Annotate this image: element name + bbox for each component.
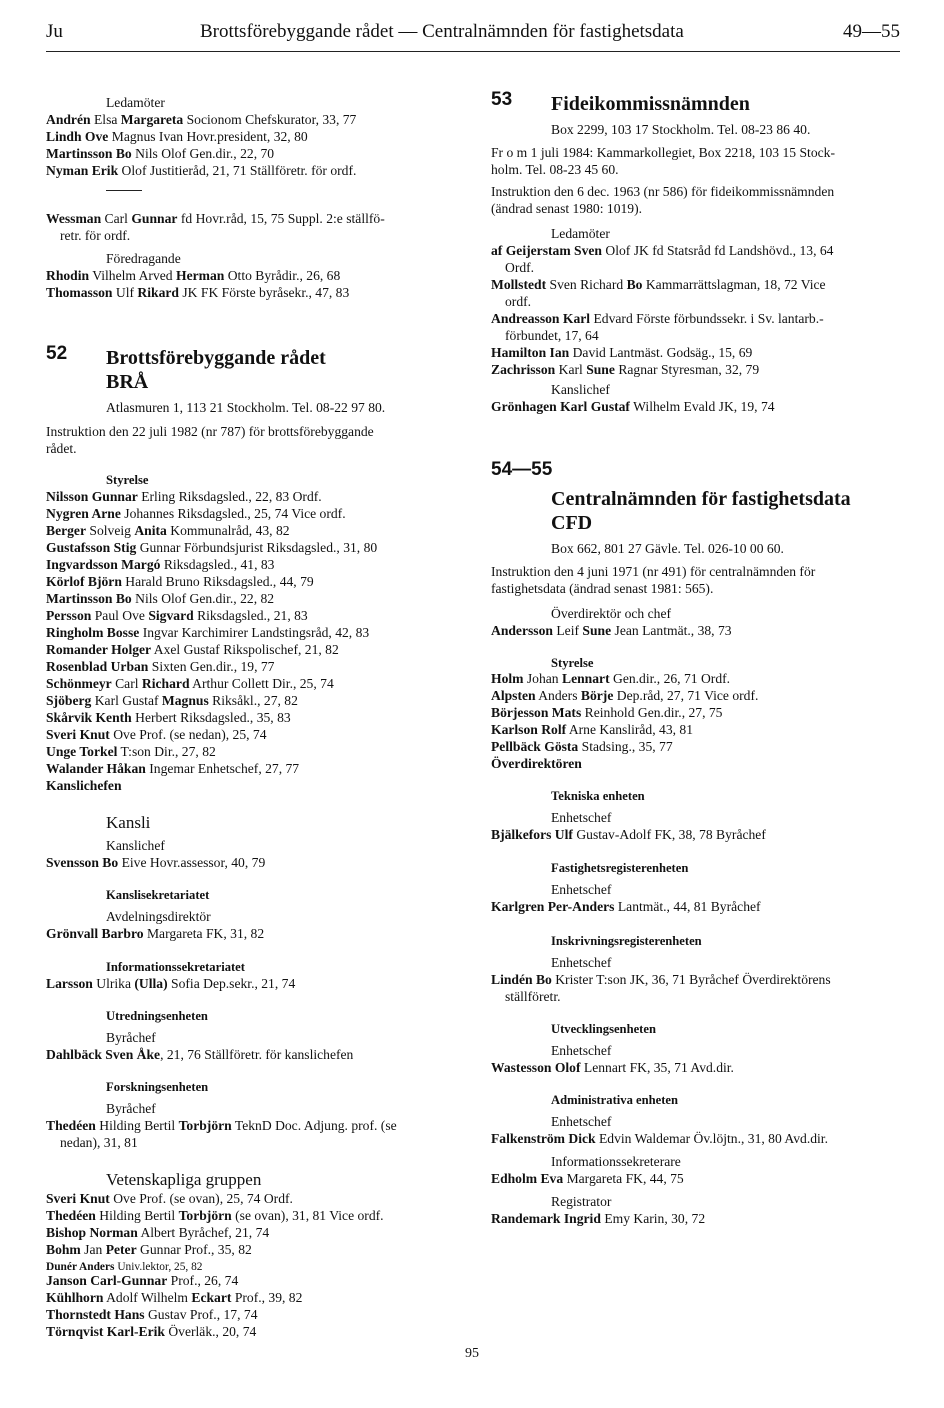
member-line-cont: ställföretr. xyxy=(505,989,561,1004)
member-line: Grönvall Barbro Margareta FK, 31, 82 xyxy=(46,926,265,941)
role-label: Kanslichef xyxy=(551,382,610,397)
address: Box 662, 801 27 Gävle. Tel. 026-10 00 60. xyxy=(551,541,784,556)
member-line: Rhodin Vilhelm Arved Herman Otto Byrådir., 26, 68 xyxy=(46,268,341,283)
member-line: Nilsson Gunnar Erling Riksdagsled., 22, 83 Ordf. xyxy=(46,489,322,504)
member-line: Lindh Ove Magnus Ivan Hovr.president, 32, 80 xyxy=(46,129,308,144)
instruction: Instruktion den 22 juli 1982 (nr 787) för brottsförebyggande xyxy=(46,424,374,439)
section-abbrev: BRÅ xyxy=(106,371,149,393)
member-line: Lindén Bo Krister T:son JK, 36, 71 Byråchef Överdirektörens xyxy=(491,972,831,987)
heading-ledamoter: Ledamöter xyxy=(551,226,610,241)
heading-styrelse: Styrelse xyxy=(106,473,149,487)
member-line: Kühlhorn Adolf Wilhelm Eckart Prof., 39, 82 xyxy=(46,1290,303,1305)
member-line: Nyman Erik Olof Justitieråd, 21, 71 Ställföretr. för ordf. xyxy=(46,163,357,178)
member-line: Ringholm Bosse Ingvar Karchimirer Landstingsråd, 42, 83 xyxy=(46,625,370,640)
member-line: Körlof Björn Harald Bruno Riksdagsled., 44, 79 xyxy=(46,574,314,589)
member-line-cont: ordf. xyxy=(505,294,532,309)
role-label: Enhetschef xyxy=(551,1043,612,1058)
heading-vetenskapliga: Vetenskapliga gruppen xyxy=(106,1170,262,1189)
member-line: Wastesson Olof Lennart FK, 35, 71 Avd.dir. xyxy=(491,1060,734,1075)
member-line: Thomasson Ulf Rikard JK FK Förste byråsekr., 47, 83 xyxy=(46,285,350,300)
member-line: Rosenblad Urban Sixten Gen.dir., 19, 77 xyxy=(46,659,275,674)
role-label: Överdirektör och chef xyxy=(551,606,672,621)
member-line: Wessman Carl Gunnar fd Hovr.råd, 15, 75 Suppl. 2:e ställfö- xyxy=(46,211,385,226)
address: Atlasmuren 1, 113 21 Stockholm. Tel. 08-22 97 80. xyxy=(106,400,386,415)
header-title: Brottsförebyggande rådet — Centralnämnden för fastighetsdata xyxy=(200,21,684,42)
member-line: Randemark Ingrid Emy Karin, 30, 72 xyxy=(491,1211,706,1226)
member-line: Edholm Eva Margareta FK, 44, 75 xyxy=(491,1171,684,1186)
member-line: Karlgren Per-Anders Lantmät., 44, 81 Byråchef xyxy=(491,899,761,914)
address: Box 2299, 103 17 Stockholm. Tel. 08-23 86 40. xyxy=(551,122,811,137)
member-line: Schönmeyr Carl Richard Arthur Collett Dir., 25, 74 xyxy=(46,676,334,691)
member-line: Sjöberg Karl Gustaf Magnus Riksåkl., 27, 82 xyxy=(46,693,298,708)
role-label: Enhetschef xyxy=(551,810,612,825)
role-label: Kanslichef xyxy=(106,838,165,853)
role-label: Enhetschef xyxy=(551,1114,612,1129)
page-header xyxy=(46,20,900,50)
role-label: Enhetschef xyxy=(551,955,612,970)
member-line: Unge Torkel T:son Dir., 27, 82 xyxy=(46,744,216,759)
heading-kansli: Kansli xyxy=(106,813,151,832)
role-label: Byråchef xyxy=(106,1101,156,1116)
member-line: Överdirektören xyxy=(491,756,582,771)
member-line: Sveri Knut Ove Prof. (se ovan), 25, 74 Ordf. xyxy=(46,1191,293,1206)
unit-heading: Informationssekretariatet xyxy=(106,960,245,974)
unit-heading: Utredningsenheten xyxy=(106,1009,208,1023)
instruction: Instruktion den 6 dec. 1963 (nr 586) för fideikommissnämnden xyxy=(491,184,835,199)
member-line: Falkenström Dick Edvin Waldemar Öv.löjtn., 31, 80 Avd.dir. xyxy=(491,1131,828,1146)
member-line: Thedéen Hilding Bertil Torbjörn TeknD Doc. Adjung. prof. (se xyxy=(46,1118,397,1133)
instruction: rådet. xyxy=(46,441,77,456)
member-line: Romander Holger Axel Gustaf Rikspolischef, 21, 82 xyxy=(46,642,339,657)
member-line: Nygren Arne Johannes Riksdagsled., 25, 74 Vice ordf. xyxy=(46,506,346,521)
unit-heading: Utvecklingsenheten xyxy=(551,1022,656,1036)
member-line: Zachrisson Karl Sune Ragnar Styresman, 32, 79 xyxy=(491,362,760,377)
member-line: Bishop Norman Albert Byråchef, 21, 74 xyxy=(46,1225,270,1240)
member-line: Thornstedt Hans Gustav Prof., 17, 74 xyxy=(46,1307,258,1322)
section-number: 52 xyxy=(46,343,68,364)
member-line: Martinsson Bo Nils Olof Gen.dir., 22, 82 xyxy=(46,591,275,606)
header-rule xyxy=(46,51,900,52)
member-line: Dahlbäck Sven Åke, 21, 76 Ställföretr. för kanslichefen xyxy=(46,1047,354,1062)
member-line: Gustafsson Stig Gunnar Förbundsjurist Riksdagsled., 31, 80 xyxy=(46,540,378,555)
divider xyxy=(106,190,142,191)
member-line-cont: Ordf. xyxy=(505,260,535,275)
notice: holm. Tel. 08-23 45 60. xyxy=(491,162,619,177)
member-line: Börjesson Mats Reinhold Gen.dir., 27, 75 xyxy=(491,705,723,720)
member-line: Sveri Knut Ove Prof. (se nedan), 25, 74 xyxy=(46,727,267,742)
member-line: Skårvik Kenth Herbert Riksdagsled., 35, 83 xyxy=(46,710,291,725)
member-line: Svensson Bo Eive Hovr.assessor, 40, 79 xyxy=(46,855,266,870)
member-line-cont: förbundet, 17, 64 xyxy=(505,328,599,343)
section-abbrev: CFD xyxy=(551,512,593,534)
member-line-cont: nedan), 31, 81 xyxy=(60,1135,138,1150)
member-line: Ingvardsson Margó Riksdagsled., 41, 83 xyxy=(46,557,275,572)
member-line: Pellbäck Gösta Stadsing., 35, 77 xyxy=(491,739,673,754)
section-title: Centralnämnden för fastighetsdata xyxy=(551,488,851,510)
instruction: Instruktion den 4 juni 1971 (nr 491) för centralnämnden för xyxy=(491,564,816,579)
member-line: Grönhagen Karl Gustaf Wilhelm Evald JK, 19, 74 xyxy=(491,399,775,414)
member-line: Andersson Leif Sune Jean Lantmät., 38, 73 xyxy=(491,623,732,638)
heading-ledamoter: Ledamöter xyxy=(106,95,165,110)
member-line: af Geijerstam Sven Olof JK fd Statsråd fd Landshövd., 13, 64 xyxy=(491,243,834,258)
member-line: Persson Paul Ove Sigvard Riksdagsled., 21, 83 xyxy=(46,608,308,623)
section-title: Brottsförebyggande rådet xyxy=(106,347,326,369)
member-line-cont: retr. för ordf. xyxy=(60,228,131,243)
member-line: Bohm Jan Peter Gunnar Prof., 35, 82 xyxy=(46,1242,252,1257)
member-line: Andrén Elsa Margareta Socionom Chefskurator, 33, 77 xyxy=(46,112,357,127)
member-line: Larsson Ulrika (Ulla) Sofia Dep.sekr., 21, 74 xyxy=(46,976,296,991)
member-line: Karlson Rolf Arne Kansliråd, 43, 81 xyxy=(491,722,694,737)
member-line: Bjälkefors Ulf Gustav-Adolf FK, 38, 78 Byråchef xyxy=(491,827,766,842)
section-title: Fideikommissnämnden xyxy=(551,93,750,115)
unit-heading: Kanslisekretariatet xyxy=(106,888,210,902)
member-line: Janson Carl-Gunnar Prof., 26, 74 xyxy=(46,1273,239,1288)
section-number: 53 xyxy=(491,89,513,110)
header-page-range: 49—55 xyxy=(843,21,900,42)
member-line: Martinsson Bo Nils Olof Gen.dir., 22, 70 xyxy=(46,146,275,161)
role-label: Byråchef xyxy=(106,1030,156,1045)
member-line: Holm Johan Lennart Gen.dir., 26, 71 Ordf. xyxy=(491,671,731,686)
page-number: 95 xyxy=(465,1346,479,1361)
unit-heading: Fastighetsregisterenheten xyxy=(551,861,689,875)
section-number: 54—55 xyxy=(491,459,553,480)
heading-styrelse: Styrelse xyxy=(551,656,594,670)
member-line: Walander Håkan Ingemar Enhetschef, 27, 77 xyxy=(46,761,300,776)
notice: Fr o m 1 juli 1984: Kammarkollegiet, Box 2218, 103 15 Stock- xyxy=(491,145,835,160)
unit-heading: Inskrivningsregisterenheten xyxy=(551,934,702,948)
member-line: Dunér Anders Univ.lektor, 25, 82 xyxy=(46,1261,203,1273)
member-line: Thedéen Hilding Bertil Torbjörn (se ovan), 31, 81 Vice ordf. xyxy=(46,1208,384,1223)
role-label: Registrator xyxy=(551,1194,612,1209)
role-label: Informationssekreterare xyxy=(551,1154,681,1169)
heading-foredragande: Föredragande xyxy=(106,251,181,266)
member-line: Mollstedt Sven Richard Bo Kammarrättslagman, 18, 72 Vice xyxy=(491,277,826,292)
member-line: Kanslichefen xyxy=(46,778,122,793)
member-line: Berger Solveig Anita Kommunalråd, 43, 82 xyxy=(46,523,290,538)
instruction: fastighetsdata (ändrad senast 1981: 565). xyxy=(491,581,714,596)
member-line: Alpsten Anders Börje Dep.råd, 27, 71 Vice ordf. xyxy=(491,688,759,703)
header-left: Ju xyxy=(46,21,63,42)
unit-heading: Tekniska enheten xyxy=(551,789,645,803)
unit-heading: Forskningsenheten xyxy=(106,1080,209,1094)
unit-heading: Administrativa enheten xyxy=(551,1093,678,1107)
member-line: Andreasson Karl Edvard Förste förbundssekr. i Sv. lantarb.- xyxy=(491,311,824,326)
role-label: Avdelningsdirektör xyxy=(106,909,211,924)
instruction: (ändrad senast 1980: 1019). xyxy=(491,201,643,216)
role-label: Enhetschef xyxy=(551,882,612,897)
member-line: Hamilton Ian David Lantmäst. Godsäg., 15, 69 xyxy=(491,345,753,360)
member-line: Törnqvist Karl-Erik Överläk., 20, 74 xyxy=(46,1324,257,1339)
